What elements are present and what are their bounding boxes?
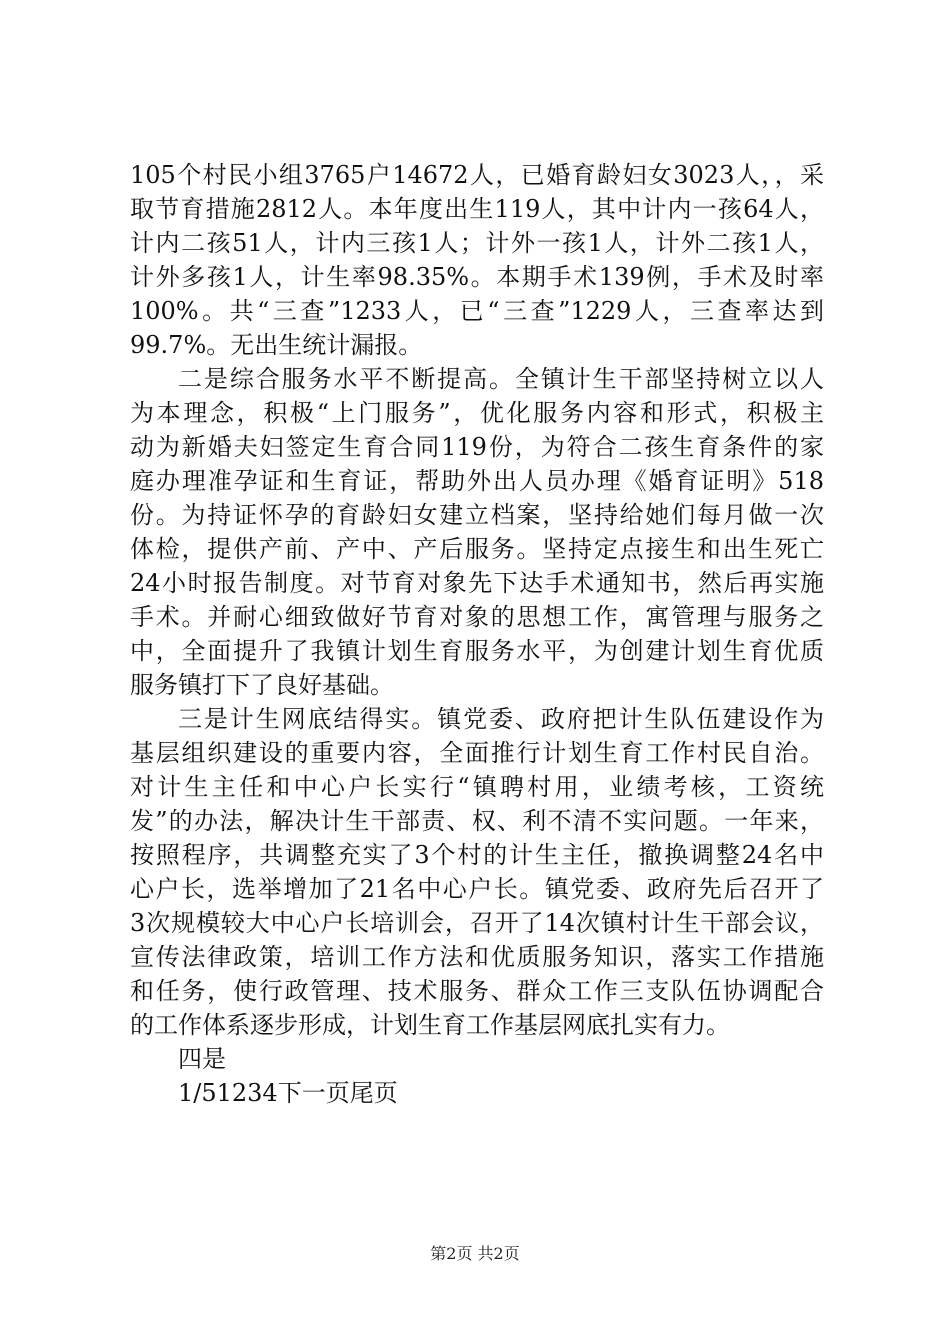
text-line: 四是 (178, 1045, 226, 1073)
text-line: 心户长，选举增加了21名中心户长。镇党委、政府先后召开了 (130, 875, 824, 903)
text-line: 手术。并耐心细致做好节育对象的思想工作，寓管理与服务之 (130, 603, 824, 631)
text-line: 份。为持证怀孕的育龄妇女建立档案，坚持给她们每月做一次 (130, 501, 824, 529)
page-footer: 第2页 共2页 (430, 1244, 520, 1263)
text-line: 100%。共“三查”1233人，已“三查”1229人，三查率达到 (130, 297, 824, 325)
paragraph-population-stats (130, 158, 824, 362)
text-line: 24小时报告制度。对节育对象先下达手术通知书，然后再实施 (130, 569, 824, 597)
text-line: 的工作体系逐步形成，计划生育工作基层网底扎实有力。 (130, 1011, 730, 1039)
text-line: 体检，提供产前、产中、产后服务。坚持定点接生和出生死亡 (130, 535, 824, 563)
text-line: 中，全面提升了我镇计划生育服务水平，为创建计划生育优质 (130, 637, 824, 665)
text-line: 宣传法律政策，培训工作方法和优质服务知识，落实工作措施 (130, 943, 824, 971)
pagination-links[interactable] (130, 1076, 824, 1110)
text-line: 计外多孩1人，计生率98.35%。本期手术139例，手术及时率 (130, 263, 824, 291)
text-line: 庭办理准孕证和生育证，帮助外出人员办理《婚育证明》518 (130, 467, 824, 495)
text-line: 和任务，使行政管理、技术服务、群众工作三支队伍协调配合 (130, 977, 824, 1005)
text-line: 对计生主任和中心户长实行“镇聘村用，业绩考核，工资统 (130, 773, 824, 801)
text-line: 动为新婚夫妇签定生育合同119份，为符合二孩生育条件的家 (130, 433, 824, 461)
text-line: 三是计生网底结得实。镇党委、政府把计生队伍建设作为 (178, 705, 824, 733)
paragraph-network (130, 702, 824, 1042)
text-line: 取节育措施2812人。本年度出生119人，其中计内一孩64人， (130, 195, 824, 223)
text-line: 3次规模较大中心户长培训会，召开了14次镇村计生干部会议， (130, 909, 824, 937)
text-line: 计内二孩51人，计内三孩1人；计外一孩1人，计外二孩1人， (130, 229, 824, 257)
text-line: 基层组织建设的重要内容，全面推行计划生育工作村民自治。 (130, 739, 824, 767)
text-line: 105个村民小组3765户14672人，已婚育龄妇女3023人，，采 (130, 161, 824, 189)
paragraph-service-level (130, 362, 824, 702)
text-line: 为本理念，积极“上门服务”，优化服务内容和形式，积极主 (130, 399, 824, 427)
text-line: 发”的办法，解决计生干部责、权、利不清不实问题。一年来， (130, 807, 824, 835)
text-line: 99.7%。无出生统计漏报。 (130, 331, 423, 359)
body-text (130, 158, 824, 1110)
text-line: 按照程序，共调整充实了3个村的计生主任，撤换调整24名中 (130, 841, 824, 869)
paragraph-fourth (130, 1042, 824, 1076)
pagination-text[interactable]: 1/51234下一页尾页 (178, 1079, 398, 1107)
text-line: 二是综合服务水平不断提高。全镇计生干部坚持树立以人 (178, 365, 824, 393)
text-line: 服务镇打下了良好基础。 (130, 671, 394, 699)
